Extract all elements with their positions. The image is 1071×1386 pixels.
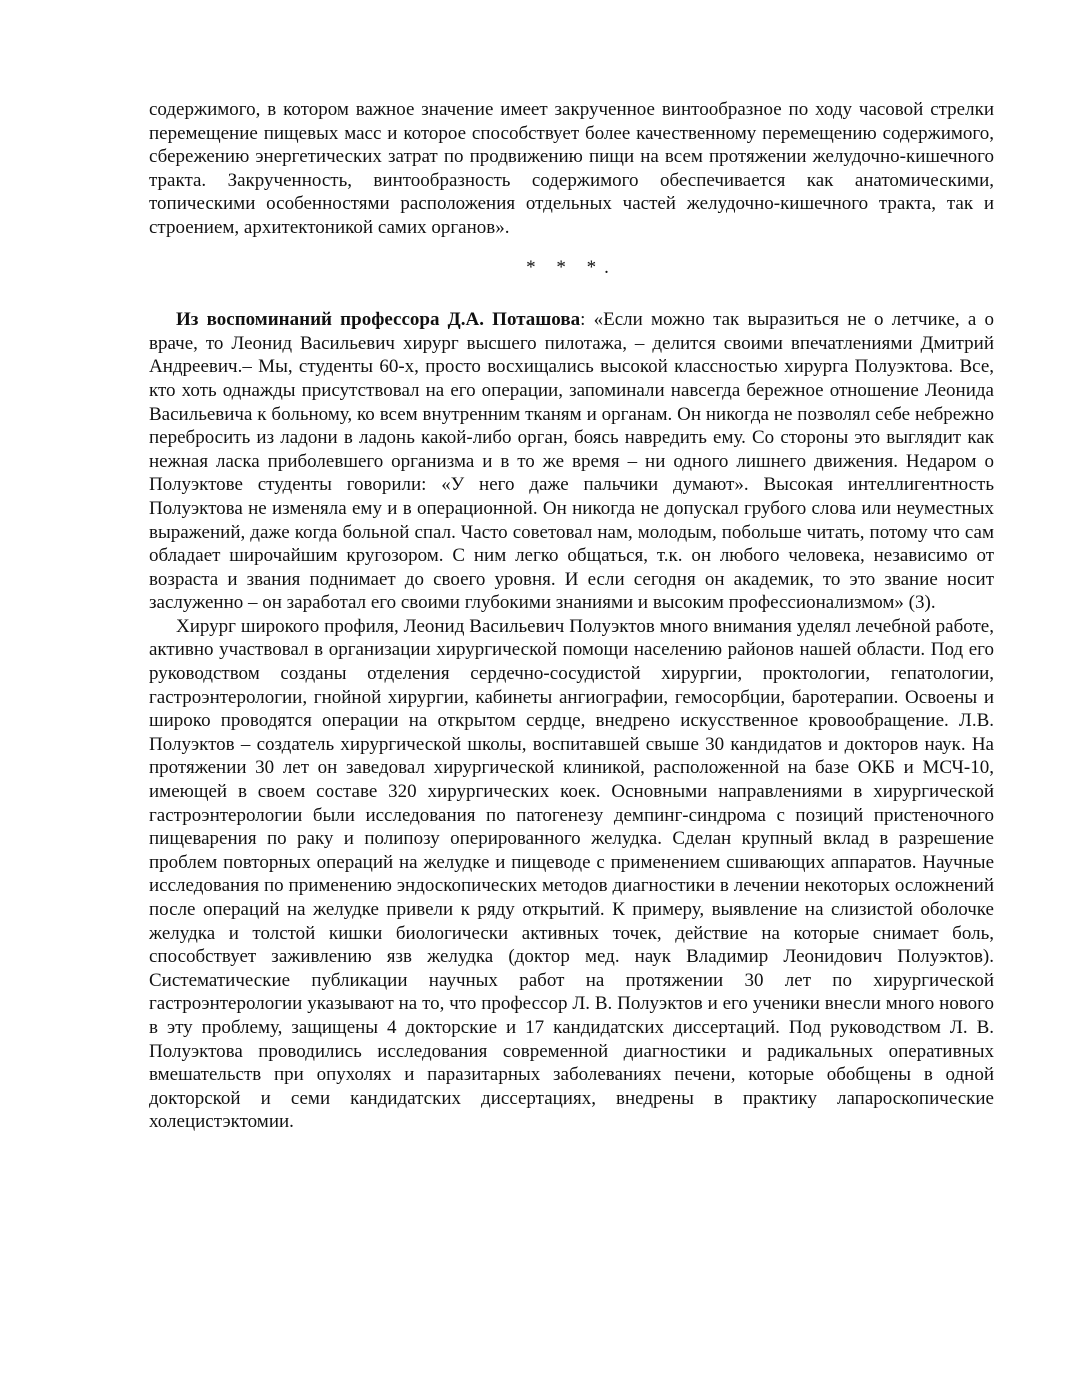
document-page — [149, 98, 994, 1134]
paragraph-continued: содержимого, в котором важное значение имеет закрученное винтообразное по ходу часовой стрелки перемещение пищевых масс и которое способствует более качественному перемещению содержимого, сбережению энергетических затрат по продвижению пищи на всем протяжении желудочно-кишечного тракта. Закрученность, винтообразность содержимого обеспечивается как анатомическими, топическими особенностями расположения отдельных частей желудочно-кишечного тракта, так и строением, архитектоникой самих органов». — [149, 99, 994, 238]
paragraph-surgeon: Хирург широкого профиля, Леонид Васильевич Полуэктов много внимания уделял лечебной работе, активно участвовал в организации хирургической помощи населению районов нашей области. Под его руководством созданы отделения сердечно-сосудистой хирургии, проктологии, гепатологии, гастроэнтерологии, гнойной хирургии, кабинеты ангиографии, гемосорбции, баротерапии. Освоены и широко проводятся операции на открытом сердце, внедрено искусственное кровообращение. Л.В. Полуэктов – создатель хирургической школы, воспитавшей свыше 30 кандидатов и докторов наук. На протяжении 30 лет он заведовал хирургической клиникой, расположенной на базе ОКБ и МСЧ-10, имеющей в своем составе 320 хирургических коек. Основными направлениями в хирургической гастроэнтерологии были исследования по патогенезу демпинг-синдрома с позиций пристеночного пищеварения по раку и полипозу оперированного желудка. Сделан крупный вклад в разрешение проблем повторных операций на желудке и пищеводе с применением сшивающих аппаратов. Научные исследования по применению эндоскопических методов диагностики в лечении некоторых осложнений после операций на желудке привели к ряду открытий. К примеру, выявление на слизистой оболочке желудка и толстой кишки биологически активных точек, действие на которые снимает боль, способствует заживлению язв желудка (доктор мед. наук Владимир Леонидович Полуэктов). Систематические публикации научных работ на протяжении 30 лет по хирургической гастроэнтерологии указывают на то, что профессор Л. В. Полуэктов и его ученики внесли много нового в эту проблему, защищены 4 докторские и 17 кандидатских диссертаций. Под руководством Л. В. Полуэктова проводились исследования современной диагностики и радикальных оперативных вмешательств при опухолях и паразитарных заболеваниях печени, которые обобщены в одной докторской и семи кандидатских диссертациях, внедрены в практику лапароскопические холецистэктомии. — [149, 615, 994, 1133]
memoir-heading: Из воспоминаний профессора Д.А. Поташова — [176, 309, 581, 331]
paragraph-memoir — [149, 308, 994, 615]
memoir-text: : «Если можно так выразиться не о летчике, а о враче, то Леонид Васильевич хирург высшего пилотажа, – делится своими впечатлениями Дмитрий Андреевич.– Мы, студенты 60-х, просто восхищались высокой классностью хирурга Полуэктова. Все, кто хоть однажды присутствовал на его операции, запоминали навсегда бережное отношение Леонида Васильевича к больному, ко всем внутренним тканям и органам. Он никогда не позволял себе небрежно перебросить из ладони в ладонь какой-либо орган, боясь навредить ему. Со стороны это выглядит как нежная ласка приболевшего организма и в то же время – ни одного лишнего движения. Недаром о Полуэктове студенты говорили: «У него даже пальчики думают». Высокая интеллигентность Полуэктова не изменяла ему и в операционной. Он никогда не допускал грубого слова или неуместных выражений, даже когда больной спал. Часто советовал нам, молодым, побольше читать, потому что сам обладает широчайшим кругозором. С ним легко общаться, т.к. он любого человека, независимо от возраста и звания поднимает до своего уровня. И если сегодня он академик, то это звание носит заслуженно – он заработал его своими глубокими знаниями и высоким профессионализмом» (3). — [149, 309, 995, 614]
section-separator: * * *. — [526, 256, 617, 278]
